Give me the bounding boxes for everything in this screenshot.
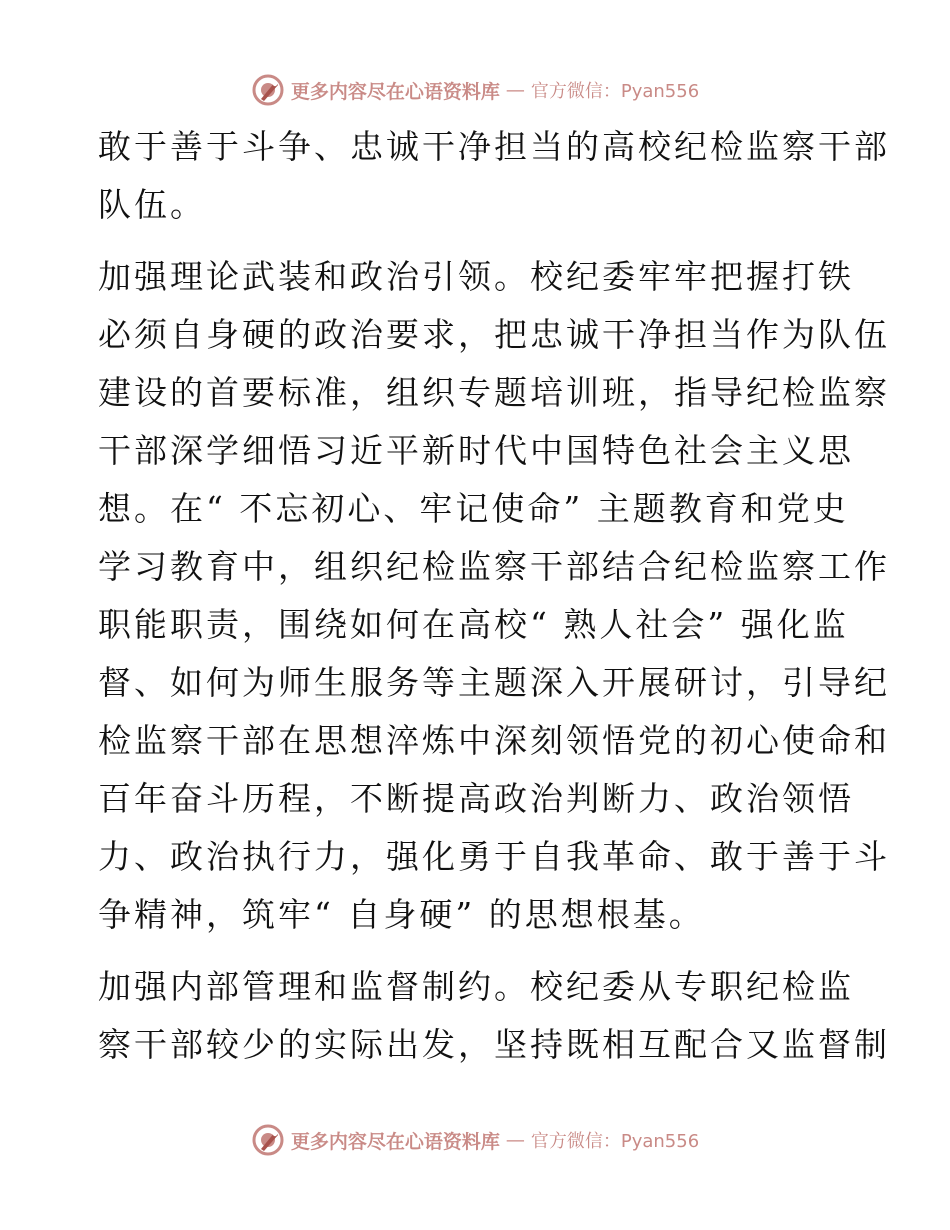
pen-nib-logo-icon (251, 73, 285, 107)
text-line: 队伍。 (98, 185, 206, 224)
text-line: 建设的首要标准，组织专题培训班，指导纪检监察 (98, 373, 890, 412)
header-wechat-text: 官方微信：Pyan556 (530, 81, 700, 102)
text-line: 百年奋斗历程，不断提高政治判断力、政治领悟 (98, 779, 854, 818)
pen-nib-logo-icon (251, 1123, 285, 1157)
text-line: 干部深学细悟习近平新时代中国特色社会主义思 (98, 431, 854, 470)
header-brand-text: 更多内容尽在心语资料库 (290, 80, 500, 103)
text-line: 检监察干部在思想淬炼中深刻领悟党的初心使命和 (98, 721, 890, 760)
text-line: 督、如何为师生服务等主题深入开展研讨，引导纪 (98, 663, 890, 702)
footer-watermark (0, 1120, 950, 1160)
paragraph-3 (98, 958, 890, 1074)
text-line: 加强内部管理和监督制约。校纪委从专职纪检监 (98, 967, 854, 1006)
header-watermark (0, 70, 950, 110)
text-line: 必须自身硬的政治要求，把忠诚干净担当作为队伍 (98, 315, 890, 354)
paragraph-2 (98, 248, 890, 944)
document-body (98, 118, 890, 1074)
text-line: 察干部较少的实际出发，坚持既相互配合又监督制 (98, 1025, 890, 1064)
footer-wechat-text: 官方微信：Pyan556 (530, 1131, 700, 1152)
text-line: 争精神，筑牢“ 自身硬” 的思想根基。 (98, 895, 705, 934)
header-dash: — (505, 79, 525, 101)
text-line: 职能职责，围绕如何在高校“ 熟人社会” 强化监 (98, 605, 849, 644)
paragraph-1 (98, 118, 890, 234)
text-line: 敢于善于斗争、忠诚干净担当的高校纪检监察干部 (98, 127, 890, 166)
text-line: 想。在“ 不忘初心、牢记使命” 主题教育和党史 (98, 489, 849, 528)
text-line: 加强理论武装和政治引领。校纪委牢牢把握打铁 (98, 257, 854, 296)
footer-brand-text: 更多内容尽在心语资料库 (290, 1130, 500, 1153)
text-line: 学习教育中，组织纪检监察干部结合纪检监察工作 (98, 547, 890, 586)
footer-dash: — (505, 1129, 525, 1151)
text-line: 力、政治执行力，强化勇于自我革命、敢于善于斗 (98, 837, 890, 876)
